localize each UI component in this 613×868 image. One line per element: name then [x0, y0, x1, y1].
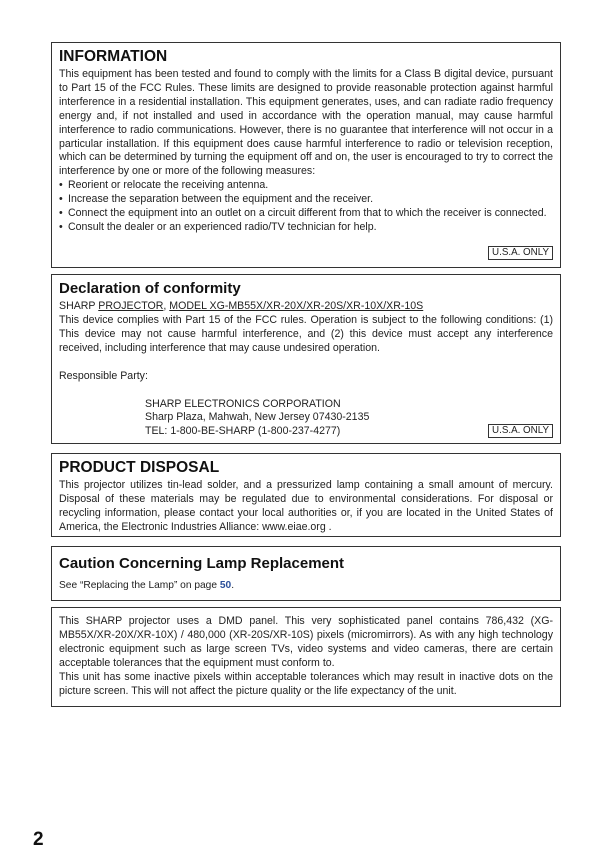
- disposal-title: PRODUCT DISPOSAL: [59, 459, 220, 476]
- disposal-section: [51, 453, 561, 537]
- conformity-section: [51, 274, 561, 444]
- lamp-section: [51, 546, 561, 601]
- dmd-section: [51, 607, 561, 707]
- responsible-party-label: Responsible Party:: [59, 369, 148, 382]
- measures-list: [59, 179, 553, 235]
- usa-only-badge: U.S.A. ONLY: [488, 246, 553, 260]
- page-link[interactable]: 50: [219, 580, 232, 591]
- information-title: INFORMATION: [59, 48, 168, 65]
- information-body: This equipment has been tested and found to comply with the limits for a Class B digital device, pursuant to Part 15 of the FCC Rules. These limits are designed to provide reasonable protection against harmful interference in a residential installation. This equipment generates, uses, and can radiate radio frequency energy and, if not installed and used in accordance with the operation manual, may cause harmful interference to radio communications. However, there is no guarantee that interference will not occur in a particular installation. If this equipment does cause harmful interference to radio or television reception, which can be determined by turning the equipment off and on, the user is encouraged to try to correct the interference by one or more of the following measures:: [59, 68, 553, 178]
- lamp-title: Caution Concerning Lamp Replacement: [59, 555, 345, 572]
- usa-only-badge: U.S.A. ONLY: [488, 424, 553, 438]
- company-tel: TEL: 1-800-BE-SHARP (1-800-237-4277): [145, 425, 341, 438]
- lamp-reference: [59, 579, 553, 593]
- measure-item: • Reorient or relocate the receiving antenna.: [59, 179, 553, 193]
- information-section: [51, 42, 561, 268]
- measure-item: • Connect the equipment into an outlet on a circuit different from that to which the receiver is connected.: [59, 207, 553, 221]
- company-name: SHARP ELECTRONICS CORPORATION: [145, 397, 341, 410]
- measure-item: • Consult the dealer or an experienced radio/TV technician for help.: [59, 221, 553, 235]
- conformity-title: Declaration of conformity: [59, 280, 241, 297]
- product-name: PROJECTOR: [98, 300, 164, 312]
- dmd-body-2: This unit has some inactive pixels within acceptable tolerances which may result in inactive dots on the picture screen. This will not affect the picture quality or the life expectancy of the unit.: [59, 670, 553, 697]
- company-address: Sharp Plaza, Mahwah, New Jersey 07430-2135: [145, 411, 370, 424]
- responsible-party-details: [59, 398, 553, 440]
- lamp-see-text: See “Replacing the Lamp” on page: [59, 580, 220, 591]
- brand-name: SHARP: [59, 300, 96, 312]
- conformity-model-line: SHARP PROJECTOR, MODEL XG-MB55X/XR-20X/XR-20S/XR-10X/XR-10S: [59, 300, 424, 312]
- page-number: 2: [33, 829, 44, 850]
- dmd-body-1: This SHARP projector uses a DMD panel. This very sophisticated panel contains 786,432 (XG-MB55X/XR-20X/XR-10X) / 480,000 (XR-20S/XR-10S) pixels (micromirrors). As with any high technology electronic equipment such as large screen TVs, video systems and video cameras, there are certain acceptable tolerances that the equipment must conform to.: [59, 615, 553, 669]
- disposal-body: This projector utilizes tin-lead solder, and a pressurized lamp containing a small amount of mercury. Disposal of these materials may be regulated due to environmental considerations. For disposal or recycling information, please contact your local authorities or, if you are located in the United States of America, the Electronic Industries Alliance: www.eiae.org .: [59, 479, 553, 533]
- model-number: MODEL XG-MB55X/XR-20X/XR-20S/XR-10X/XR-10S: [169, 300, 424, 312]
- measure-item: • Increase the separation between the equipment and the receiver.: [59, 193, 553, 207]
- conformity-body: This device complies with Part 15 of the FCC rules. Operation is subject to the following conditions: (1) This device may not cause harmful interference, and (2) this device must accept any interference received, including interference that may cause undesired operation.: [59, 313, 553, 354]
- lamp-see-suffix: .: [231, 580, 235, 591]
